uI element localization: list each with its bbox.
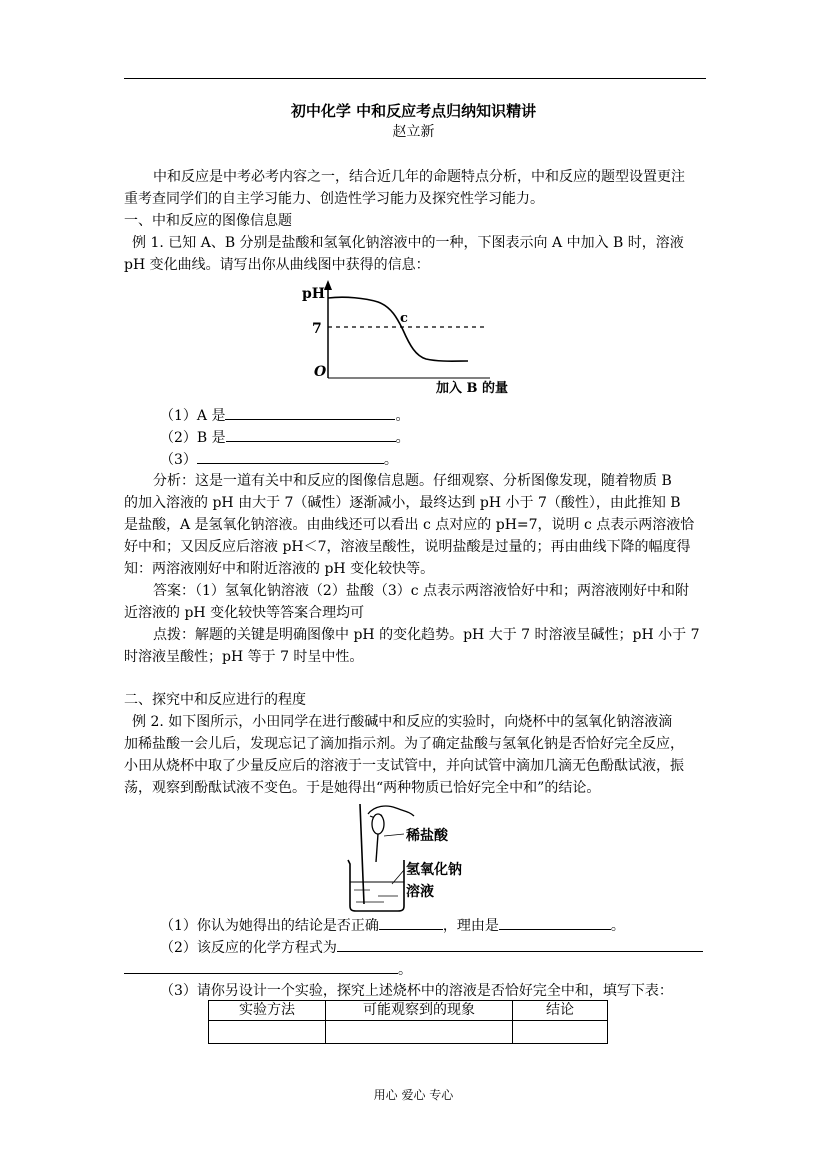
example2-line: 加稀盐酸一会儿后，发现忘记了滴加指示剂。为了确定盐酸与氢氧化钠是否恰好完全反应， <box>124 736 684 752</box>
example2-line: 例 2. 如下图所示，小田同学在进行酸碱中和反应的实验时，向烧杯中的氢氧化钠溶液滴 <box>132 714 673 730</box>
label-naoh-2: 溶液 <box>406 884 434 900</box>
s2-question-2 <box>160 937 703 958</box>
intro-line-1: 中和反应是中考必考内容之一，结合近几年的命题特点分析，中和反应的题型设置更注 <box>153 169 685 185</box>
table-header-row <box>209 1001 608 1021</box>
question-3 <box>160 449 398 470</box>
experiment-table <box>208 1000 608 1044</box>
example1-line-1: 例 1. 已知 A、B 分别是盐酸和氢氧化钠溶液中的一种，下图表示向 A 中加入 B 时，溶液 <box>132 235 684 251</box>
analysis-line: 好中和；又因反应后溶液 pH＜7，溶液呈酸性，说明盐酸是过量的；再由曲线下降的幅度得 <box>124 539 691 555</box>
point-c-label: c <box>400 311 408 326</box>
table-header-conclusion: 结论 <box>513 1001 608 1021</box>
author: 赵立新 <box>392 124 435 140</box>
period: 。 <box>610 918 625 934</box>
beaker-icon <box>348 860 404 911</box>
period: 。 <box>395 408 410 424</box>
beaker-dropper-figure <box>340 800 490 912</box>
answer-blank[interactable] <box>337 937 703 952</box>
s2-question-1-text: （1）你认为她得出的结论是否正确 <box>160 918 379 934</box>
answer-line: 近溶液的 pH 变化较快等答案合理均可 <box>124 605 365 621</box>
origin-label: O <box>314 364 327 380</box>
s2-question-2-cont <box>124 959 412 980</box>
intro-line-2: 重考查同学们的自主学习能力、创造性学习能力及探究性学习能力。 <box>124 191 544 207</box>
dropper-tube <box>376 834 378 862</box>
y-axis-label: pH <box>302 286 326 302</box>
s2-question-1 <box>160 915 625 936</box>
period: 。 <box>398 962 412 978</box>
glass-rod-icon <box>360 804 364 904</box>
hand-icon <box>368 806 414 816</box>
table-cell-phenomenon[interactable] <box>326 1021 513 1044</box>
table-row <box>209 1021 608 1044</box>
answer-blank[interactable] <box>197 449 384 464</box>
header-rule <box>124 78 706 79</box>
answer-blank[interactable] <box>379 915 443 930</box>
tip-line: 点拨：解题的关键是明确图像中 pH 的变化趋势。pH 大于 7 时溶液呈碱性；pH 小于 7 <box>153 627 700 643</box>
section2-heading: 二、探究中和反应进行的程度 <box>124 692 306 708</box>
label-dilute-hcl: 稀盐酸 <box>406 828 448 844</box>
ph7-label: 7 <box>312 321 322 337</box>
example2-line: 荡，观察到酚酞试液不变色。于是她得出“两种物质已恰好完全中和”的结论。 <box>124 780 601 796</box>
section1-heading: 一、中和反应的图像信息题 <box>124 213 292 229</box>
table-header-method: 实验方法 <box>209 1001 326 1021</box>
analysis-line: 知：两溶液刚好中和附近溶液的 pH 变化较快等。 <box>124 561 435 577</box>
answer-blank[interactable] <box>124 959 398 974</box>
answer-blank[interactable] <box>226 427 396 442</box>
answer-blank[interactable] <box>499 915 611 930</box>
table-cell-method[interactable] <box>209 1021 326 1044</box>
analysis-line: 分析：这是一道有关中和反应的图像信息题。仔细观察、分析图像发现，随着物质 B <box>153 473 672 489</box>
label-naoh-1: 氢氧化钠 <box>406 862 462 878</box>
ph-curve <box>328 297 468 361</box>
example2-line: 小田从烧杯中取了少量反应后的溶液于一支试管中，并向试管中滴加几滴无色酚酞试液，振 <box>124 758 684 774</box>
question-2 <box>160 427 410 448</box>
s2-question-1-reason: ，理由是 <box>442 918 499 934</box>
answer-blank[interactable] <box>225 405 395 420</box>
answer-line: 答案：（1）氢氧化钠溶液（2）盐酸（3）c 点表示两溶液恰好中和；两溶液刚好中和附 <box>153 583 690 599</box>
example1-line-2: pH 变化曲线。请写出你从曲线图中获得的信息： <box>124 257 430 273</box>
period: 。 <box>395 430 410 446</box>
page-footer: 用心 爱心 专心 <box>373 1088 454 1102</box>
question-3-label: （3） <box>160 452 197 468</box>
table-cell-conclusion[interactable] <box>513 1021 608 1044</box>
ph-curve-graph <box>300 278 530 398</box>
x-axis-label: 加入 B 的量 <box>436 381 509 396</box>
question-1 <box>160 405 409 426</box>
page-title: 初中化学 中和反应考点归纳知识精讲 <box>290 102 537 120</box>
table-header-phenomenon: 可能观察到的现象 <box>326 1001 513 1021</box>
question-2-label: （2）B 是 <box>160 430 226 446</box>
tip-line: 时溶液呈酸性；pH 等于 7 时呈中性。 <box>124 649 364 665</box>
question-1-label: （1）A 是 <box>160 408 226 424</box>
analysis-line: 的加入溶液的 pH 由大于 7（碱性）逐渐减小，最终达到 pH 小于 7（酸性），由此推知 B <box>124 495 681 511</box>
period: 。 <box>383 452 398 468</box>
analysis-line: 是盐酸，A 是氢氧化钠溶液。由曲线还可以看出 c 点对应的 pH=7，说明 c 点表示两溶液恰 <box>124 517 695 533</box>
dropper-bulb-icon <box>372 814 384 834</box>
s2-question-2-text: （2）该反应的化学方程式为 <box>160 940 337 956</box>
s2-question-3: （3）请你另设计一个实验，探究上述烧杯中的溶液是否恰好完全中和，填写下表： <box>160 983 673 999</box>
